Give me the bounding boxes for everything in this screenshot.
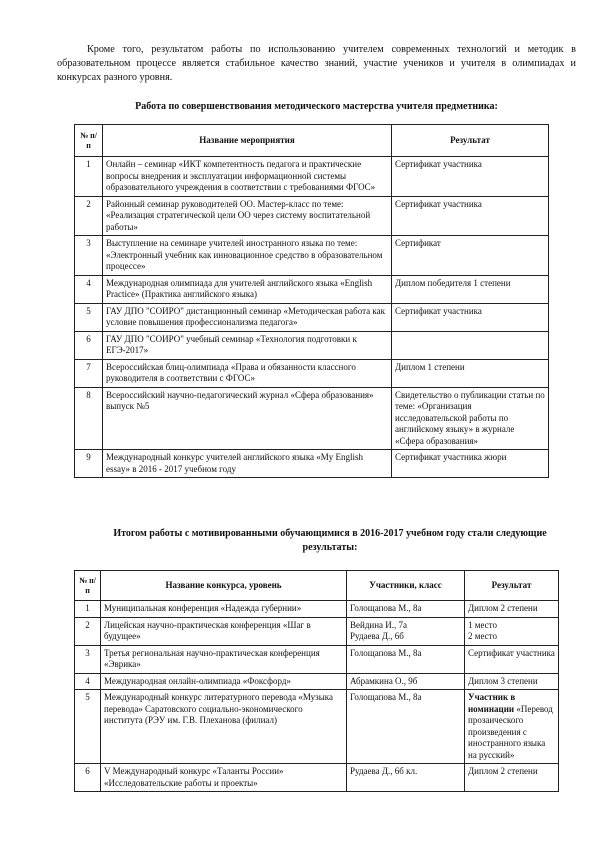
contest-cell: Международная онлайн-олимпиада «Фоксфорд»	[101, 673, 347, 690]
row-number: 5	[75, 690, 101, 764]
methodical-work-table	[74, 124, 549, 478]
contest-cell: V Международный конкурс «Таланты России» «Исследовательские работы и проекты»	[101, 764, 347, 792]
row-number: 3	[75, 236, 103, 276]
table-header-row	[75, 571, 559, 601]
header-contest: Название конкурса, уровень	[101, 571, 347, 601]
result-cell: Свидетельство о публикации статьи по теме: «Организация исследовательской работы по английскому языку» в журнале «Сфера образования»	[392, 387, 549, 450]
result-cell: 1 место 2 место	[465, 617, 559, 645]
event-cell: Международная олимпиада для учителей английского языка «English Practice» (Практика английского языка)	[103, 275, 392, 303]
event-cell: Всероссийская блиц-олимпиада «Права и обязанности классного руководителя в соответствии с ФГОС»	[103, 359, 392, 387]
participant-cell: Голощапова М., 8а	[347, 601, 465, 618]
row-number: 7	[75, 359, 103, 387]
participant-cell: Рудаева Д., 6б кл.	[347, 764, 465, 792]
table-row	[75, 275, 549, 303]
participant-cell: Голощапова М., 8а	[347, 690, 465, 764]
result-cell	[392, 331, 549, 359]
table-row	[75, 157, 549, 197]
table2-title: Итогом работы с мотивированными обучающимися в 2016-2017 учебном году стали следующие результаты:	[113, 528, 547, 553]
result-cell	[465, 690, 559, 764]
table-row	[75, 764, 559, 792]
result-cell: Диплом победителя 1 степени	[392, 275, 549, 303]
header-event: Название мероприятия	[103, 125, 392, 157]
result-cell: Сертификат участника	[392, 157, 549, 197]
table-row	[75, 690, 559, 764]
table-row	[75, 645, 559, 673]
contest-cell: Международный конкурс литературного перевода «Музыка перевода» Саратовского социально-экономического института (РЭУ им. Г.В. Плеханова (филиал)	[101, 690, 347, 764]
row-number: 5	[75, 303, 103, 331]
table-header-row	[75, 125, 549, 157]
row-number: 8	[75, 387, 103, 450]
event-cell: Всероссийский научно-педагогический журнал «Сфера образования» выпуск №5	[103, 387, 392, 450]
result-cell: Сертификат участника	[465, 645, 559, 673]
row-number: 4	[75, 673, 101, 690]
row-number: 2	[75, 617, 101, 645]
participant-cell: Голощапова М., 8а	[347, 645, 465, 673]
event-cell: Онлайн – семинар «ИКТ компетентность педагога и практические вопросы внедрения и эксплуатации информационной системы образовательного учреждения в соответствии с требованиями ФГОС»	[103, 157, 392, 197]
event-cell: Международный конкурс учителей английского языка «My English essay» в 2016 - 2017 учебном году	[103, 450, 392, 478]
intro-paragraph: Кроме того, результатом работы по использованию учителем современных технологий и методик в образовательном процессе является стабильное качество знаний, участие учеников и учителя в олимпиадах и конкурсах разного уровня.	[57, 44, 576, 83]
contest-cell: Лицейская научно-практическая конференция «Шаг в будущее»	[101, 617, 347, 645]
result-cell: Сертификат	[392, 236, 549, 276]
result-cell: Диплом 2 степени	[465, 601, 559, 618]
header-result: Результат	[392, 125, 549, 157]
participant-cell: Абрамкина О., 9б	[347, 673, 465, 690]
result-cell: Сертификат участника	[392, 303, 549, 331]
table-row	[75, 601, 559, 618]
result-cell: Диплом 2 степени	[465, 764, 559, 792]
row-number: 1	[75, 601, 101, 618]
row-number: 6	[75, 764, 101, 792]
table-row	[75, 617, 559, 645]
row-number: 1	[75, 157, 103, 197]
event-cell: ГАУ ДПО "СОИРО" учебный семинар «Технология подготовки к ЕГЭ-2017»	[103, 331, 392, 359]
result-cell: Сертификат участника	[392, 196, 549, 236]
participant-cell: Вейдина И., 7а Рудаева Д., 6б	[347, 617, 465, 645]
header-result: Результат	[465, 571, 559, 601]
table-row	[75, 387, 549, 450]
contest-cell: Муниципальная конференция «Надежда губернии»	[101, 601, 347, 618]
table1-title: Работа по совершенствования методического мастерства учителя предметника:	[135, 101, 498, 112]
header-num: № п/п	[75, 571, 101, 601]
result-cell: Диплом 3 степени	[465, 673, 559, 690]
table-row	[75, 303, 549, 331]
table-row	[75, 236, 549, 276]
result-nomination-text: «Перевод прозаического произведения с иностранного языка на русский»	[468, 703, 553, 760]
header-participant: Участники, класс	[347, 571, 465, 601]
table-row	[75, 450, 549, 478]
table-row	[75, 331, 549, 359]
table-row	[75, 673, 559, 690]
contest-cell: Третья региональная научно-практическая конференция «Эврика»	[101, 645, 347, 673]
event-cell: Районный семинар руководителей ОО. Мастер-класс по теме: «Реализация стратегической цели ОО через систему воспитательной работы»	[103, 196, 392, 236]
row-number: 3	[75, 645, 101, 673]
header-num: № п/п	[75, 125, 103, 157]
result-cell: Диплом 1 степени	[392, 359, 549, 387]
event-cell: Выступление на семинаре учителей иностранного языка по теме: «Электронный учебник как инновационное средство в образовательном процессе»	[103, 236, 392, 276]
event-cell: ГАУ ДПО "СОИРО" дистанционный семинар «Методическая работа как условие повышения профессионализма педагога»	[103, 303, 392, 331]
row-number: 9	[75, 450, 103, 478]
student-results-table	[74, 570, 559, 792]
table-row	[75, 359, 549, 387]
result-cell: Сертификат участника жюри	[392, 450, 549, 478]
table-row	[75, 196, 549, 236]
row-number: 2	[75, 196, 103, 236]
row-number: 6	[75, 331, 103, 359]
result-nomination-label: Участник в номинации	[468, 692, 516, 714]
row-number: 4	[75, 275, 103, 303]
